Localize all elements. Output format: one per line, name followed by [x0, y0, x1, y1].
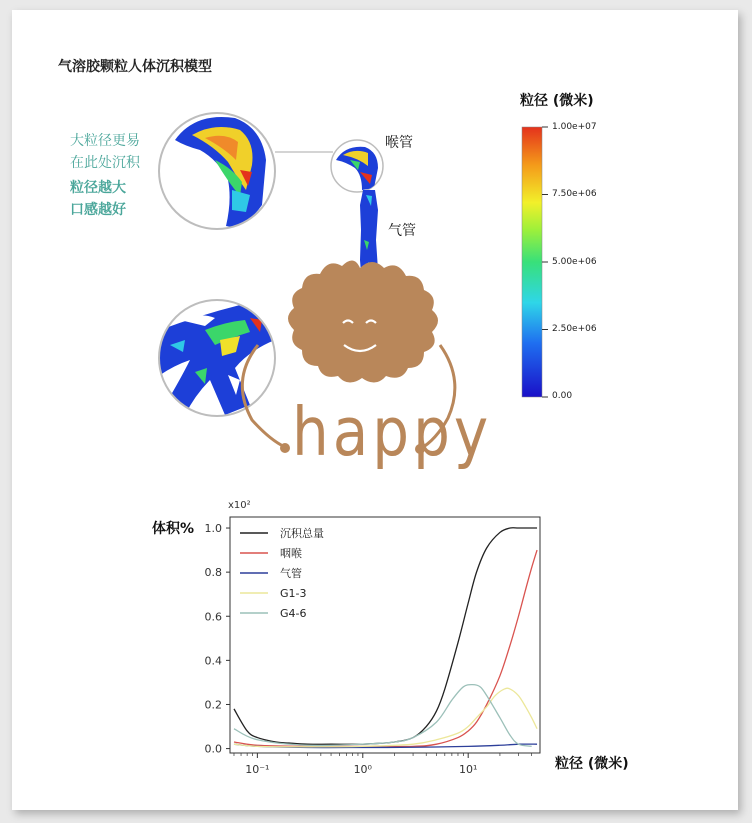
colorbar-tick-1: 7.50e+06 — [552, 189, 597, 199]
y-tick-label: 0.6 — [204, 610, 222, 624]
colorbar-title: 粒径 (微米) — [520, 93, 594, 109]
plot-frame — [230, 517, 540, 753]
colorbar-tick-4: 0.00 — [552, 391, 573, 401]
page-title: 气溶胶颗粒人体沉积模型 — [58, 59, 212, 75]
legend-label-2: 咽喉 — [280, 547, 302, 560]
y-tick-label: 1.0 — [204, 522, 222, 536]
note-line-3: 粒径越大 — [70, 180, 126, 196]
x-tick-label: 10⁰ — [353, 763, 372, 776]
legend-label-1: 沉积总量 — [280, 527, 324, 540]
y-tick-label: 0.4 — [204, 654, 222, 668]
x-tick-label: 10⁻¹ — [245, 763, 270, 776]
note-line-4: 口感越好 — [70, 202, 126, 218]
x-tick-label: 10¹ — [458, 763, 478, 776]
note-line-1: 大粒径更易 — [70, 133, 140, 149]
y-tick-label: 0.0 — [204, 742, 222, 756]
label-trachea: 气管 — [388, 223, 416, 239]
note-line-2: 在此处沉积 — [70, 155, 140, 171]
colorbar-tick-2: 5.00e+06 — [552, 257, 597, 267]
y-tick-label: 0.8 — [204, 566, 222, 580]
y-tick-label: 0.2 — [204, 698, 222, 712]
colorbar-tick-3: 2.50e+06 — [552, 324, 597, 334]
x-axis-label: 粒径 (微米) — [555, 756, 629, 772]
label-throat: 喉管 — [385, 135, 413, 151]
sticker-text: happy — [292, 392, 493, 472]
legend-label-5: G4-6 — [280, 607, 307, 620]
legend-label-3: 气管 — [280, 567, 302, 580]
legend-label-4: G1-3 — [280, 587, 307, 600]
colorbar-tick-0: 1.00e+07 — [552, 122, 597, 132]
y-axis-label: 体积% — [152, 521, 195, 537]
y-multiplier-label: x10² — [228, 500, 251, 511]
